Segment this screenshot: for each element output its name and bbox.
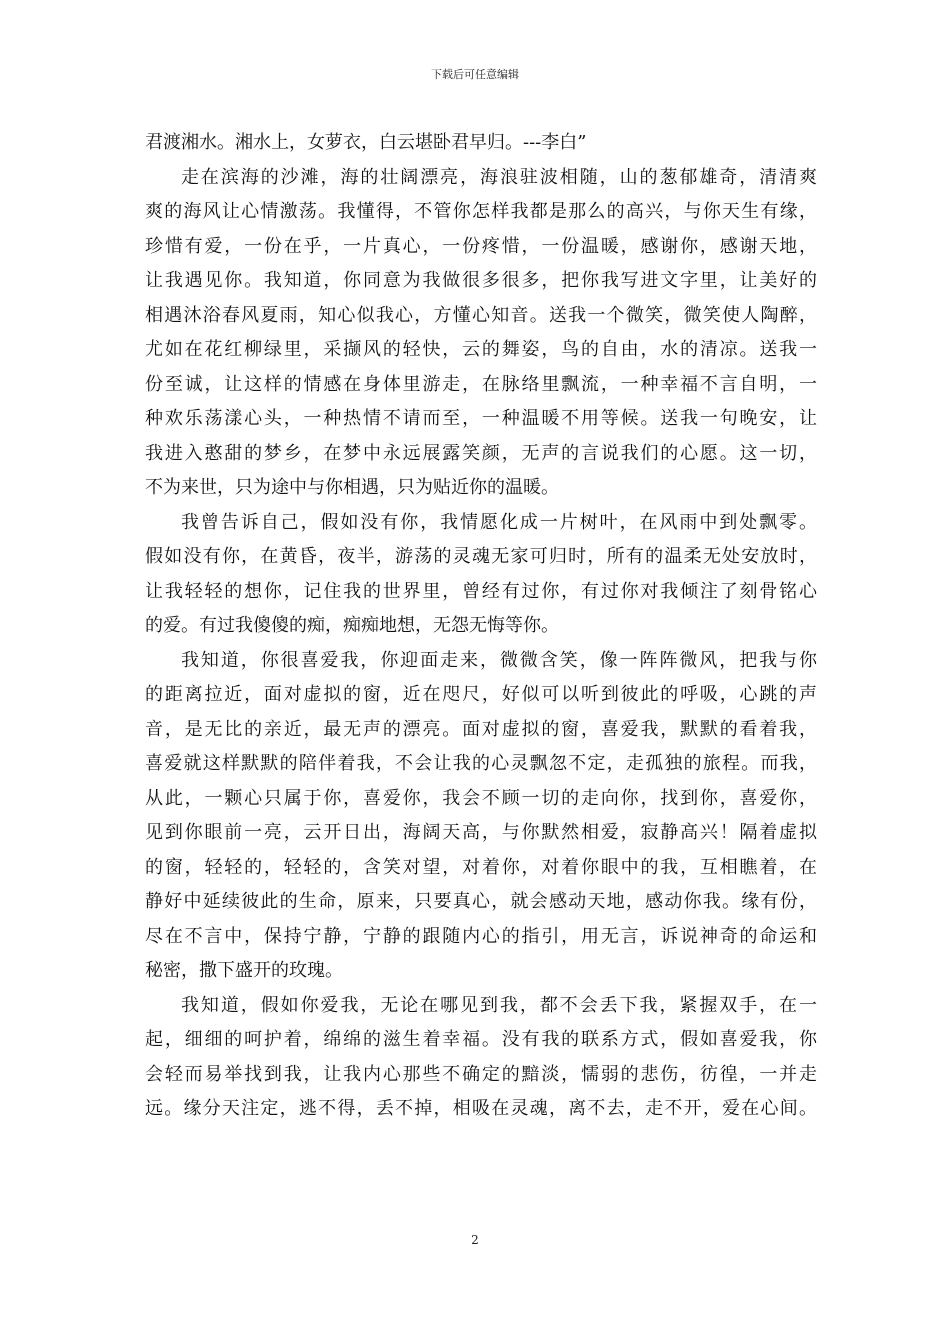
page-number: 2 [471,1233,479,1247]
text-line: 君渡湘水。湘水上，女萝衣，白云堪卧君早归。---李白” [145,132,587,153]
body-text [145,126,817,1127]
text-line: 音，是无比的亲近，最无声的漂亮。面对虚拟的窗，喜爱我，默默的看着我， [145,718,817,740]
text-line: 爽的海风让心情激荡。我懂得，不管你怎样我都是那么的高兴，与你天生有缘， [145,201,817,222]
text-line: 让我轻轻的想你，记住我的世界里，曾经有过你，有过你对我倾注了刻骨铭心 [145,580,817,602]
text-line: 珍惜有爱，一份在乎，一片真心，一份疼惜，一份温暖，感谢你，感谢天地， [145,235,817,257]
text-line: 我知道，假如你爱我，无论在哪见到我，都不会丢下我，紧握双手，在一 [181,994,817,1016]
text-line: 会轻而易举找到我，让我内心那些不确定的黯淡，懦弱的悲伤，彷徨，一并走 [145,1063,817,1085]
text-line: 尽在不言中，保持宁静，宁静的跟随内心的指引，用无言，诉说神奇的命运和 [145,925,817,947]
text-line: 远。缘分天注定，逃不得，丢不掉，相吸在灵魂，离不去，走不开，爱在心间。 [145,1098,817,1119]
text-line: 我进入憨甜的梦乡，在梦中永远展露笑颜，无声的言说我们的心愿。这一切， [145,442,817,464]
text-line: 不为来世，只为途中与你相遇，只为贴近你的温暖。 [145,477,559,498]
text-line: 见到你眼前一亮，云开日出，海阔天高，与你默然相爱，寂静高兴！隔着虚拟 [145,822,817,843]
text-line: 从此，一颗心只属于你，喜爱你，我会不顾一切的走向你，找到你，喜爱你， [145,787,817,809]
text-line: 喜爱就这样默默的陪伴着我，不会让我的心灵飘忽不定，走孤独的旅程。而我， [145,753,817,774]
text-line: 尤如在花红柳绿里，采撷风的轻快，云的舞姿，鸟的自由，水的清凉。送我一 [145,339,817,360]
text-line: 让我遇见你。我知道，你同意为我做很多很多，把你我写进文字里，让美好的 [145,270,817,291]
text-line: 的距离拉近，面对虚拟的窗，近在咫尺，好似可以听到彼此的呼吸，心跳的声 [145,684,817,705]
text-line: 静好中延续彼此的生命，原来，只要真心，就会感动天地，感动你我。缘有份， [145,891,817,912]
text-line: 的窗，轻轻的，轻轻的，含笑对望，对着你，对着你眼中的我，互相瞧着，在 [145,856,817,878]
text-line: 种欢乐荡漾心头，一种热情不请而至，一种温暖不用等候。送我一句晚安，让 [145,408,817,429]
text-line: 我知道，你很喜爱我，你迎面走来，微微含笑，像一阵阵微风，把我与你 [181,649,817,671]
text-line: 起，细细的呵护着，绵绵的滋生着幸福。没有我的联系方式，假如喜爱我，你 [145,1029,817,1050]
text-line: 假如没有你，在黄昏，夜半，游荡的灵魂无家可归时，所有的温柔无处安放时， [145,546,817,567]
text-line: 我曾告诉自己，假如没有你，我情愿化成一片树叶，在风雨中到处飘零。 [181,511,817,533]
text-line: 秘密，撒下盛开的玫瑰。 [145,960,343,981]
text-line: 相遇沐浴春风夏雨，知心似我心，方懂心知音。送我一个微笑，微笑使人陶醉， [145,304,817,326]
text-line: 走在滨海的沙滩，海的壮阔漂亮，海浪驻波相随，山的葱郁雄奇，清清爽 [181,166,817,188]
text-line: 的爱。有过我傻傻的痴，痴痴地想，无怨无悔等你。 [145,615,559,636]
page-header: 下载后可任意编辑 [431,68,519,81]
text-line: 份至诚，让这样的情感在身体里游走，在脉络里飘流，一种幸福不言自明，一 [145,373,817,395]
